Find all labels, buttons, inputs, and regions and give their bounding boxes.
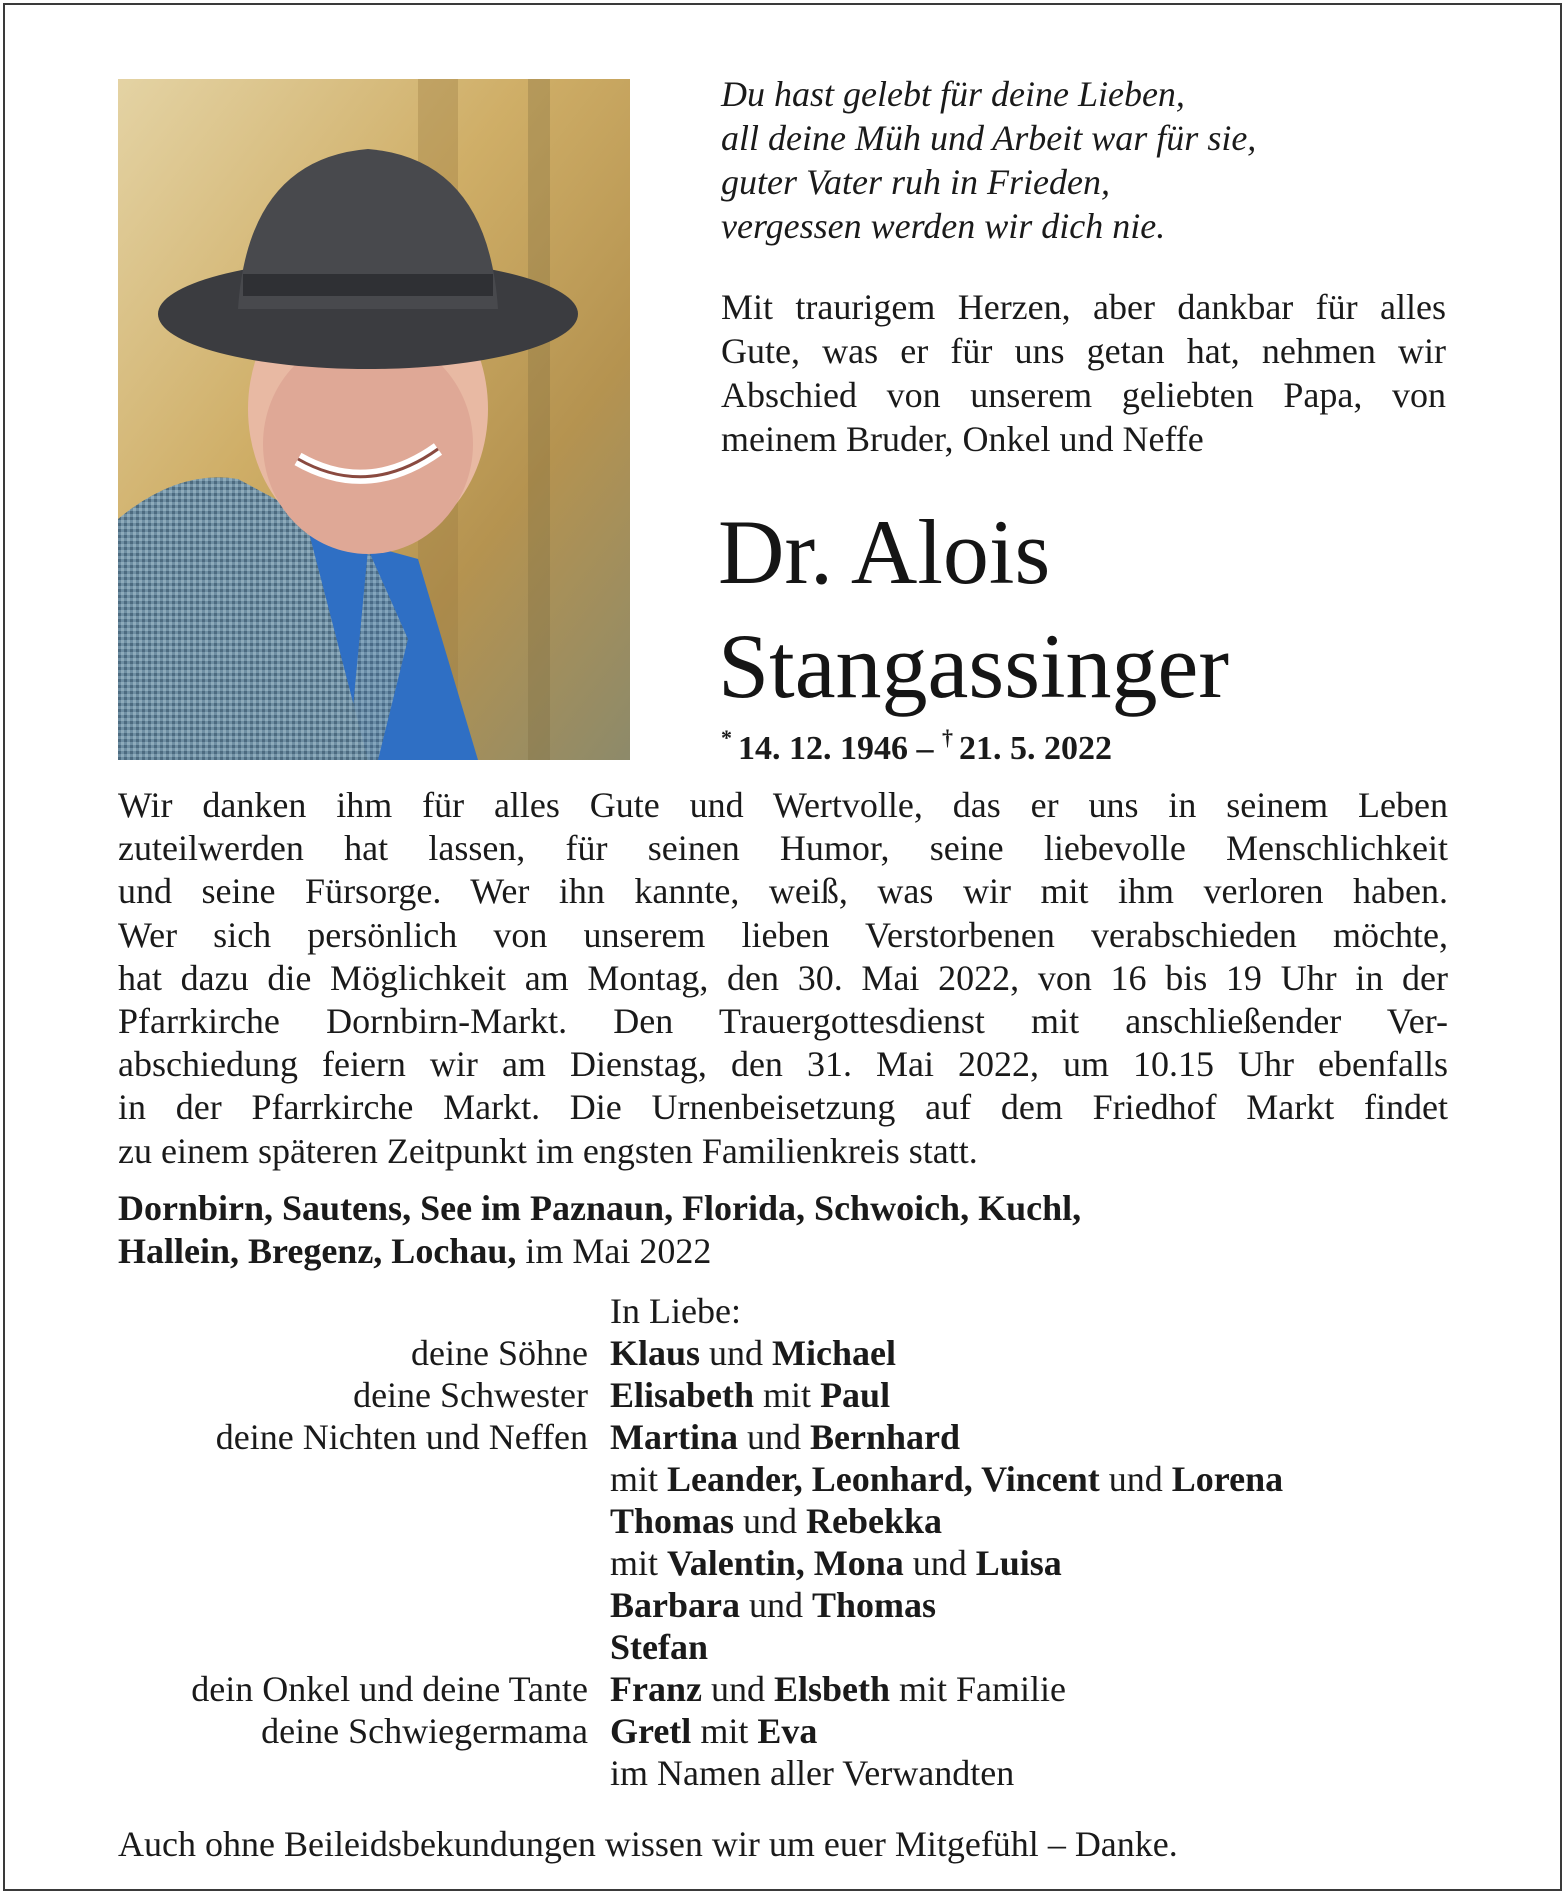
portrait-photo [118,79,630,760]
connector-text: mit [610,1459,668,1499]
relation-label [100,1500,610,1542]
connector-text: und [700,1333,773,1373]
mourner-name: Elisabeth [610,1375,755,1415]
mourner-name: Lorena [1171,1459,1284,1499]
connector-text: und [737,1417,810,1457]
poem-line: all deine Müh und Arbeit war für sie, [721,118,1257,158]
mourner-name: Rebekka [806,1501,943,1541]
mourner-names [610,1332,1500,1374]
in-love-heading: In Liebe: [610,1291,741,1331]
relation-label: dein Onkel und deine Tante [191,1669,588,1709]
mourner-name: Thomas [610,1501,735,1541]
mourner-names [610,1710,1500,1752]
connector-text: im Namen aller Verwandten [610,1753,1015,1793]
poem-line: Du hast gelebt für deine Lieben, [721,74,1185,114]
mourner-name: Barbara [610,1585,740,1625]
body-line: zuteilwerden hat lassen, für seinen Humor, seine liebevolle Menschlichkeit [118,828,1448,869]
body-line: Pfarrkirche Dornbirn-Markt. Den Trauergottesdienst mit anschließender Ver- [118,1001,1448,1042]
mourner-name: Gretl [610,1711,692,1751]
poem-line: guter Vater ruh in Frieden, [721,162,1110,202]
connector-text: mit [754,1375,821,1415]
death-date: 21. 5. 2022 [959,730,1112,767]
memorial-poem [721,72,1441,248]
mourner-names [610,1626,1500,1668]
intro-text: Mit traurigem Herzen, aber dankbar für alles Gute, was er für uns getan hat, nehmen wir Abschied von unserem geliebten Papa, von meinem Bruder, Onkel und Neffe [721,287,1446,459]
birth-date: 14. 12. 1946 [738,730,908,767]
relation-label [100,1458,610,1500]
relation-label [100,1626,610,1668]
mourner-names [610,1374,1500,1416]
mourner-name: Leander, Leonhard, Vincent [667,1459,1100,1499]
date-separator: – [916,730,934,767]
mourner-names [610,1458,1500,1500]
name-line-2: Stangassinger [718,615,1230,717]
mourner-name: Martina [610,1417,738,1457]
connector-text: mit [691,1711,758,1751]
mourner-name: Paul [820,1375,891,1415]
mourner-name: Thomas [812,1585,937,1625]
mourner-name: Franz [610,1669,702,1709]
body-line: Wir danken ihm für alles Gute und Wertvolle, das er uns in seinem Leben [118,785,1448,825]
places-date [118,1187,1458,1273]
mourner-row [100,1500,1500,1542]
mourner-name: Michael [772,1333,897,1373]
mourner-names [610,1668,1500,1710]
mourner-row [100,1668,1500,1710]
relation-label [100,1752,610,1794]
body-text [118,784,1448,1173]
mourner-names [610,1542,1500,1584]
body-line: abschiedung feiern wir am Dienstag, den 31. Mai 2022, um 10.15 Uhr ebenfalls [118,1044,1448,1085]
mourner-name: Eva [757,1711,818,1751]
body-line: hat dazu die Möglichkeit am Montag, den 30. Mai 2022, von 16 bis 19 Uhr in der [118,957,1448,998]
mourner-row [100,1332,1500,1374]
mourner-name: Elsbeth [773,1669,891,1709]
relation-label: deine Schwiegermama [261,1711,588,1751]
mourner-names [610,1500,1500,1542]
body-line: zu einem späteren Zeitpunkt im engsten Familienkreis statt. [118,1130,978,1171]
connector-text: und [701,1669,774,1709]
mourner-name: Klaus [610,1333,701,1373]
mourner-name: Luisa [975,1543,1062,1583]
mourner-name: Stefan [610,1627,708,1667]
connector-text: mit Familie [890,1669,1067,1709]
mourner-row [100,1710,1500,1752]
relation-label: deine Schwester [353,1375,588,1415]
mourner-name: Valentin, Mona [667,1543,904,1583]
places-line-1: Dornbirn, Sautens, See im Paznaun, Florida, Schwoich, Kuchl, [118,1188,1082,1228]
mourner-row [100,1542,1500,1584]
connector-text: und [740,1585,812,1625]
places-line-2: Hallein, Bregenz, Lochau, [118,1231,517,1271]
relation-label [100,1584,610,1626]
body-line: in der Pfarrkirche Markt. Die Urnenbeisetzung auf dem Friedhof Markt findet [118,1087,1448,1128]
mourner-row [100,1626,1500,1668]
mourner-row [100,1416,1500,1458]
mourner-row [100,1584,1500,1626]
mourners-list [100,1290,1500,1794]
name-line-1: Dr. Alois [718,501,1051,603]
relation-label: deine Söhne [411,1333,588,1373]
connector-text: und [1099,1459,1172,1499]
connector-text: und [903,1543,976,1583]
relation-label: deine Nichten und Neffen [215,1417,588,1457]
body-line: Wer sich persönlich von unserem lieben Verstorbenen verabschieden möchte, [118,914,1448,955]
connector-text: und [734,1501,807,1541]
body-line: und seine Fürsorge. Wer ihn kannte, weiß, was wir mit ihm verloren haben. [118,871,1448,912]
relation-label [100,1542,610,1584]
birth-symbol: * [721,725,732,750]
mourner-names [610,1752,1500,1794]
connector-text: mit [610,1543,668,1583]
mourners-header-row [100,1290,1500,1332]
deceased-name [718,495,1518,723]
mourner-name: Bernhard [809,1417,960,1457]
poem-line: vergessen werden wir dich nie. [721,206,1166,246]
life-dates [721,725,1112,768]
mourner-names [610,1416,1500,1458]
mourner-names [610,1584,1500,1626]
mourner-row [100,1458,1500,1500]
mourner-row [100,1374,1500,1416]
death-symbol: † [942,725,953,750]
closing-thanks: Auch ohne Beileidsbekundungen wissen wir um euer Mitgefühl – Danke. [118,1824,1178,1864]
places-date-text: im Mai 2022 [516,1231,712,1271]
mourner-row [100,1752,1500,1794]
